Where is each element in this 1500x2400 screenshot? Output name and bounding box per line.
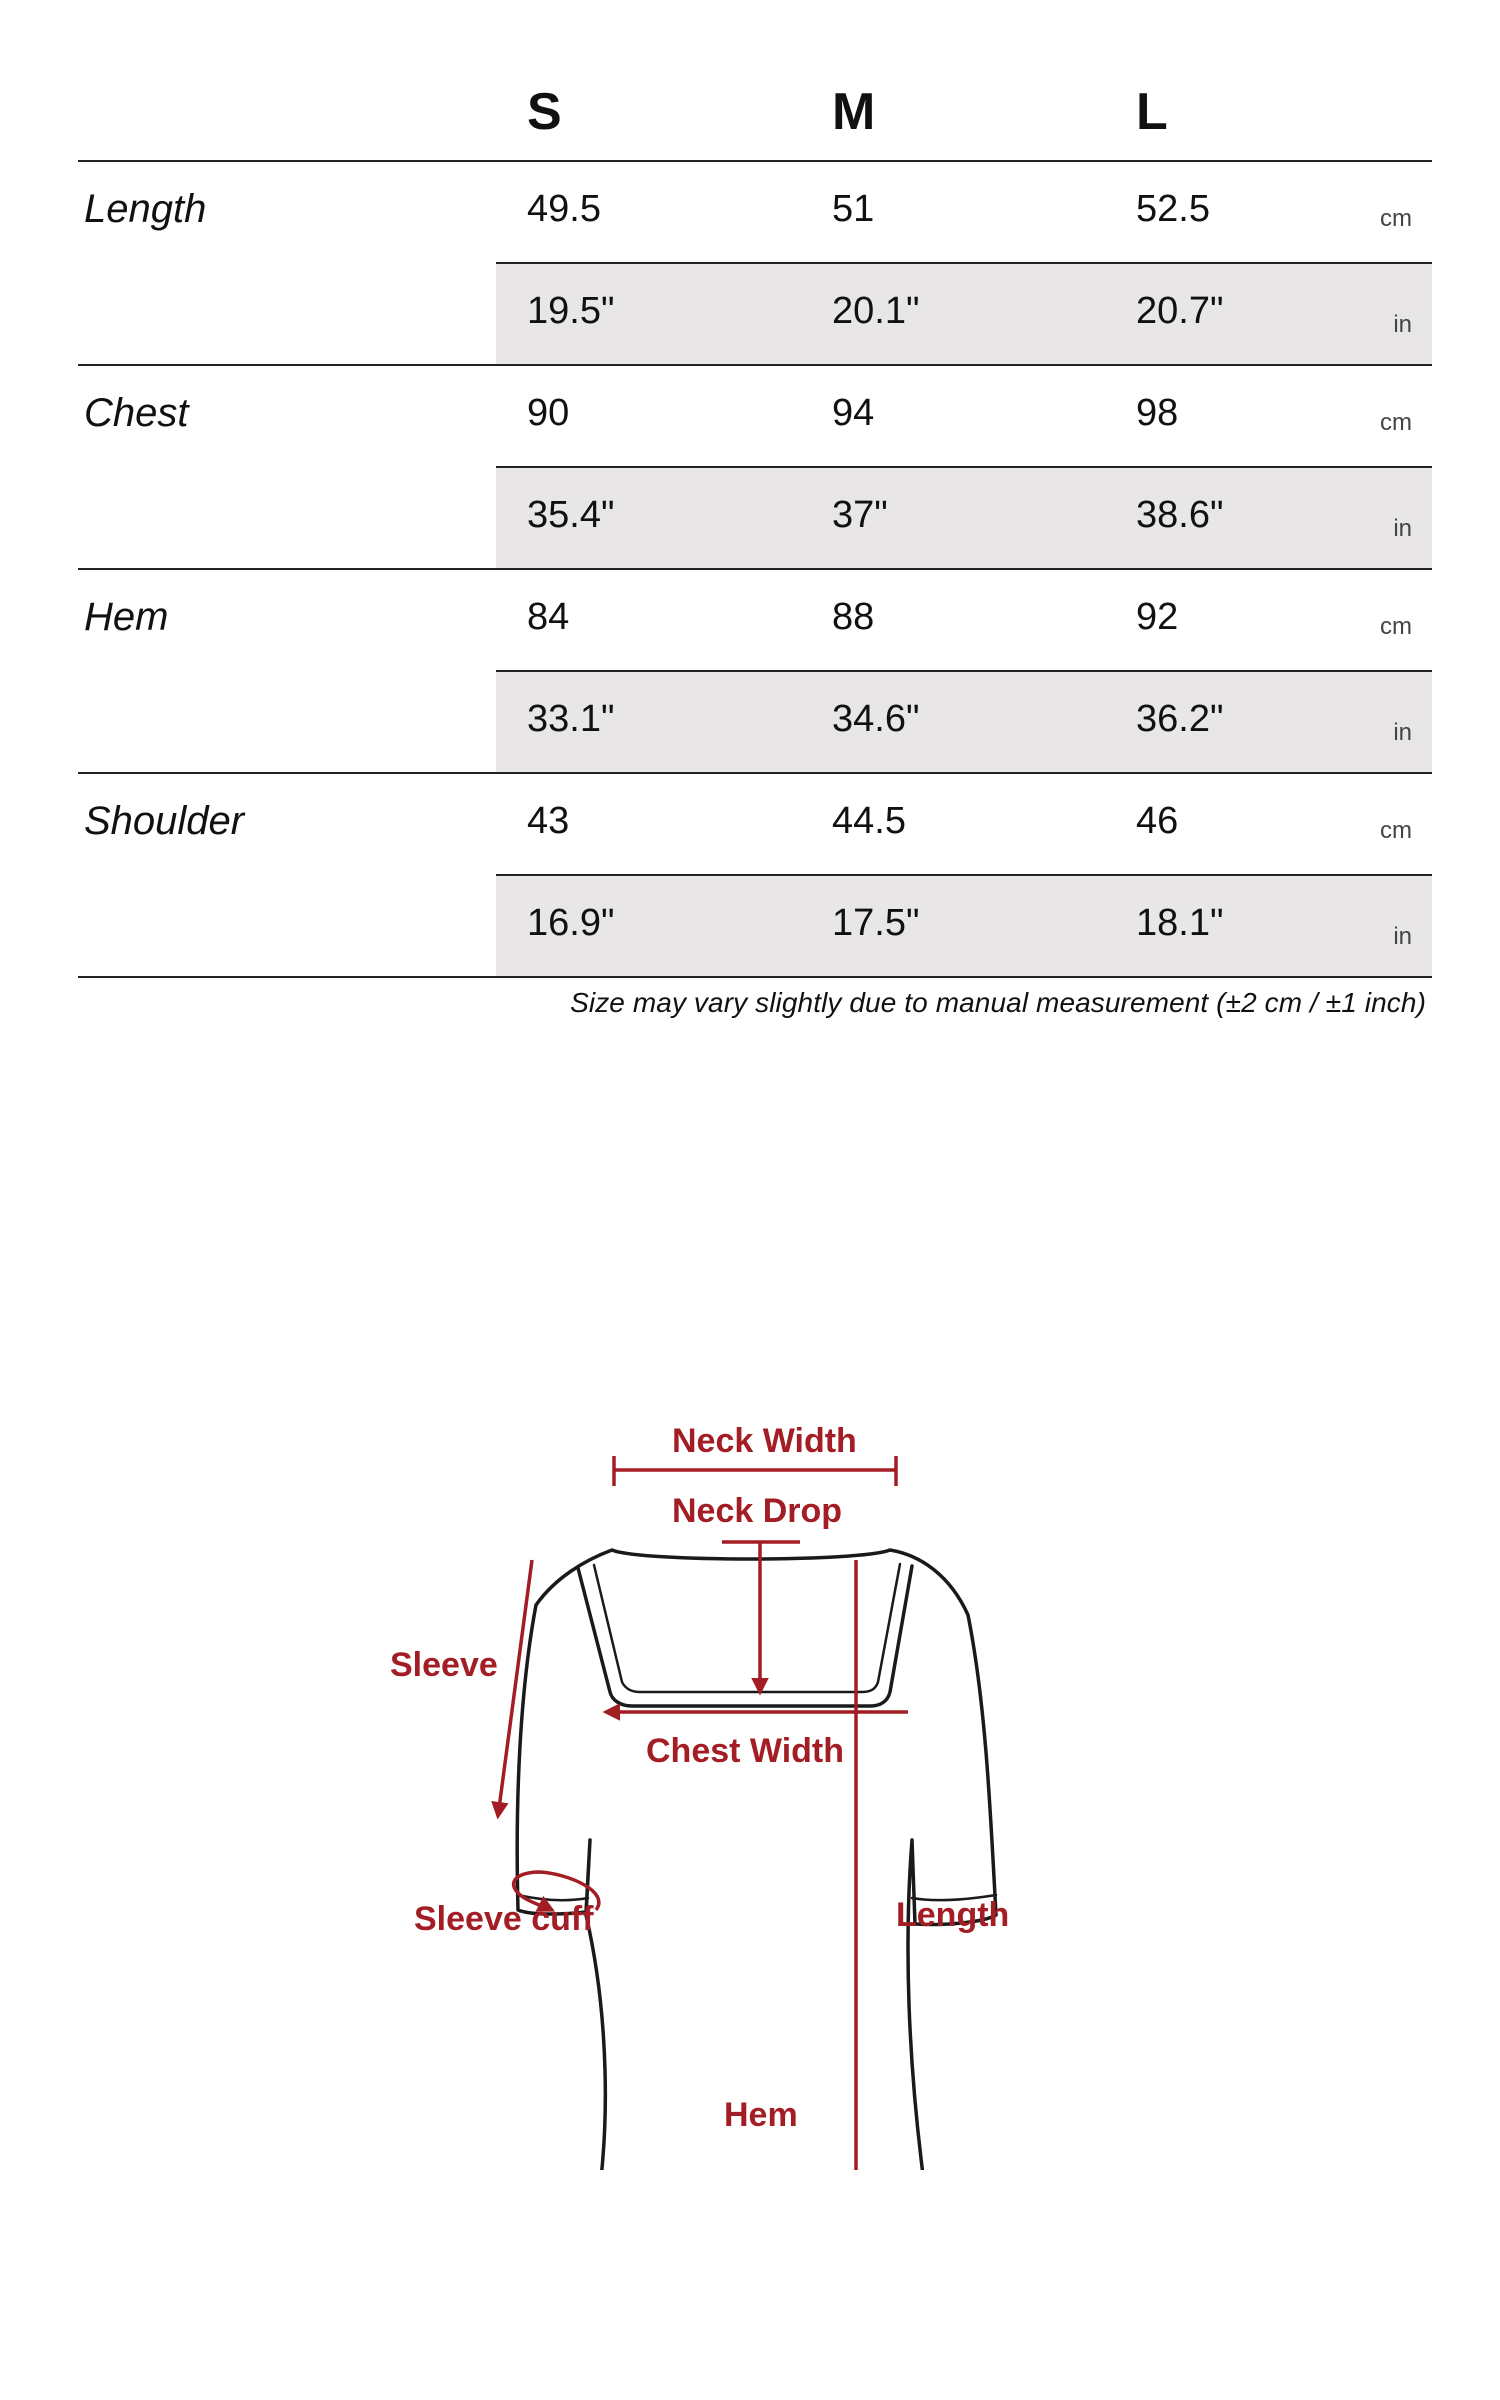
measurement-guides <box>498 1456 924 2170</box>
row-shoulder-cm <box>78 774 1432 874</box>
measure-label-shoulder: Shoulder <box>84 799 245 843</box>
measure-group-hem <box>78 570 1432 774</box>
cell-hem-s-in: 33.1" <box>527 698 615 740</box>
cell-chest-s-cm: 90 <box>527 392 570 434</box>
row-shading <box>496 264 1432 364</box>
chest-width-label: Chest Width <box>646 1732 845 1770</box>
measure-label-hem: Hem <box>84 595 169 639</box>
cell-hem-s-cm: 84 <box>527 596 570 638</box>
cell-chest-l-cm: 98 <box>1136 392 1179 434</box>
size-table <box>78 60 1432 978</box>
cell-shoulder-m-cm: 44.5 <box>832 800 906 842</box>
sleeve-arrow <box>498 1560 532 1816</box>
measure-label-chest: Chest <box>84 391 189 435</box>
cell-shoulder-s-cm: 43 <box>527 800 570 842</box>
cell-chest-m-cm: 94 <box>832 392 875 434</box>
measurement-note: Size may vary slightly due to manual measurement (±2 cm / ±1 inch) <box>570 987 1426 1018</box>
row-length-cm <box>78 162 1432 262</box>
neckline-outer <box>578 1566 912 1706</box>
row-length-in <box>78 264 1432 364</box>
cell-chest-m-in: 37" <box>832 494 888 536</box>
cell-hem-l-in: 36.2" <box>1136 698 1224 740</box>
unit-in-label: in <box>1393 311 1412 338</box>
unit-cm-label: cm <box>1380 613 1412 640</box>
neck-width-label: Neck Width <box>672 1422 857 1460</box>
cell-hem-l-cm: 92 <box>1136 596 1179 638</box>
cell-length-m-in: 20.1" <box>832 290 920 332</box>
length-label: Length <box>896 1896 1010 1934</box>
tshirt-outline <box>517 1550 996 2170</box>
cell-shoulder-s-in: 16.9" <box>527 902 615 944</box>
row-hem-cm <box>78 570 1432 670</box>
cell-chest-l-in: 38.6" <box>1136 494 1224 536</box>
row-chest-in <box>78 468 1432 568</box>
cell-length-l-cm: 52.5 <box>1136 188 1210 230</box>
size-header-s: S <box>527 83 562 141</box>
cell-length-s-cm: 49.5 <box>527 188 601 230</box>
tshirt-body-outline <box>517 1550 996 2170</box>
size-header-l: L <box>1136 83 1168 141</box>
neck-drop-label: Neck Drop <box>672 1492 843 1530</box>
row-hem-in <box>78 672 1432 772</box>
row-shoulder-in <box>78 876 1432 976</box>
cell-length-s-in: 19.5" <box>527 290 615 332</box>
row-chest-cm <box>78 366 1432 466</box>
cell-length-m-cm: 51 <box>832 188 875 230</box>
sleeve-label: Sleeve <box>390 1646 498 1684</box>
size-header-row <box>78 60 1432 162</box>
neckline-inner <box>594 1564 900 1692</box>
unit-cm-label: cm <box>1380 817 1412 844</box>
hem-label: Hem <box>724 2096 798 2134</box>
measure-label-length: Length <box>84 187 207 231</box>
sleeve-cuff-label: Sleeve cuff <box>414 1900 594 1938</box>
row-shading <box>496 672 1432 772</box>
cell-shoulder-l-in: 18.1" <box>1136 902 1224 944</box>
size-header-m: M <box>832 83 876 141</box>
unit-cm-label: cm <box>1380 205 1412 232</box>
unit-cm-label: cm <box>1380 409 1412 436</box>
cell-chest-s-in: 35.4" <box>527 494 615 536</box>
unit-in-label: in <box>1393 515 1412 542</box>
unit-in-label: in <box>1393 719 1412 746</box>
garment-measurement-diagram <box>0 1370 1500 2170</box>
unit-in-label: in <box>1393 923 1412 950</box>
cell-hem-m-in: 34.6" <box>832 698 920 740</box>
garment-diagram-svg <box>0 1370 1500 2170</box>
cell-hem-m-cm: 88 <box>832 596 875 638</box>
measure-group-length <box>78 162 1432 366</box>
cell-shoulder-l-cm: 46 <box>1136 800 1179 842</box>
row-shading <box>496 468 1432 568</box>
cell-length-l-in: 20.7" <box>1136 290 1224 332</box>
measure-group-shoulder <box>78 774 1432 978</box>
cell-shoulder-m-in: 17.5" <box>832 902 920 944</box>
row-shading <box>496 876 1432 976</box>
measure-group-chest <box>78 366 1432 570</box>
